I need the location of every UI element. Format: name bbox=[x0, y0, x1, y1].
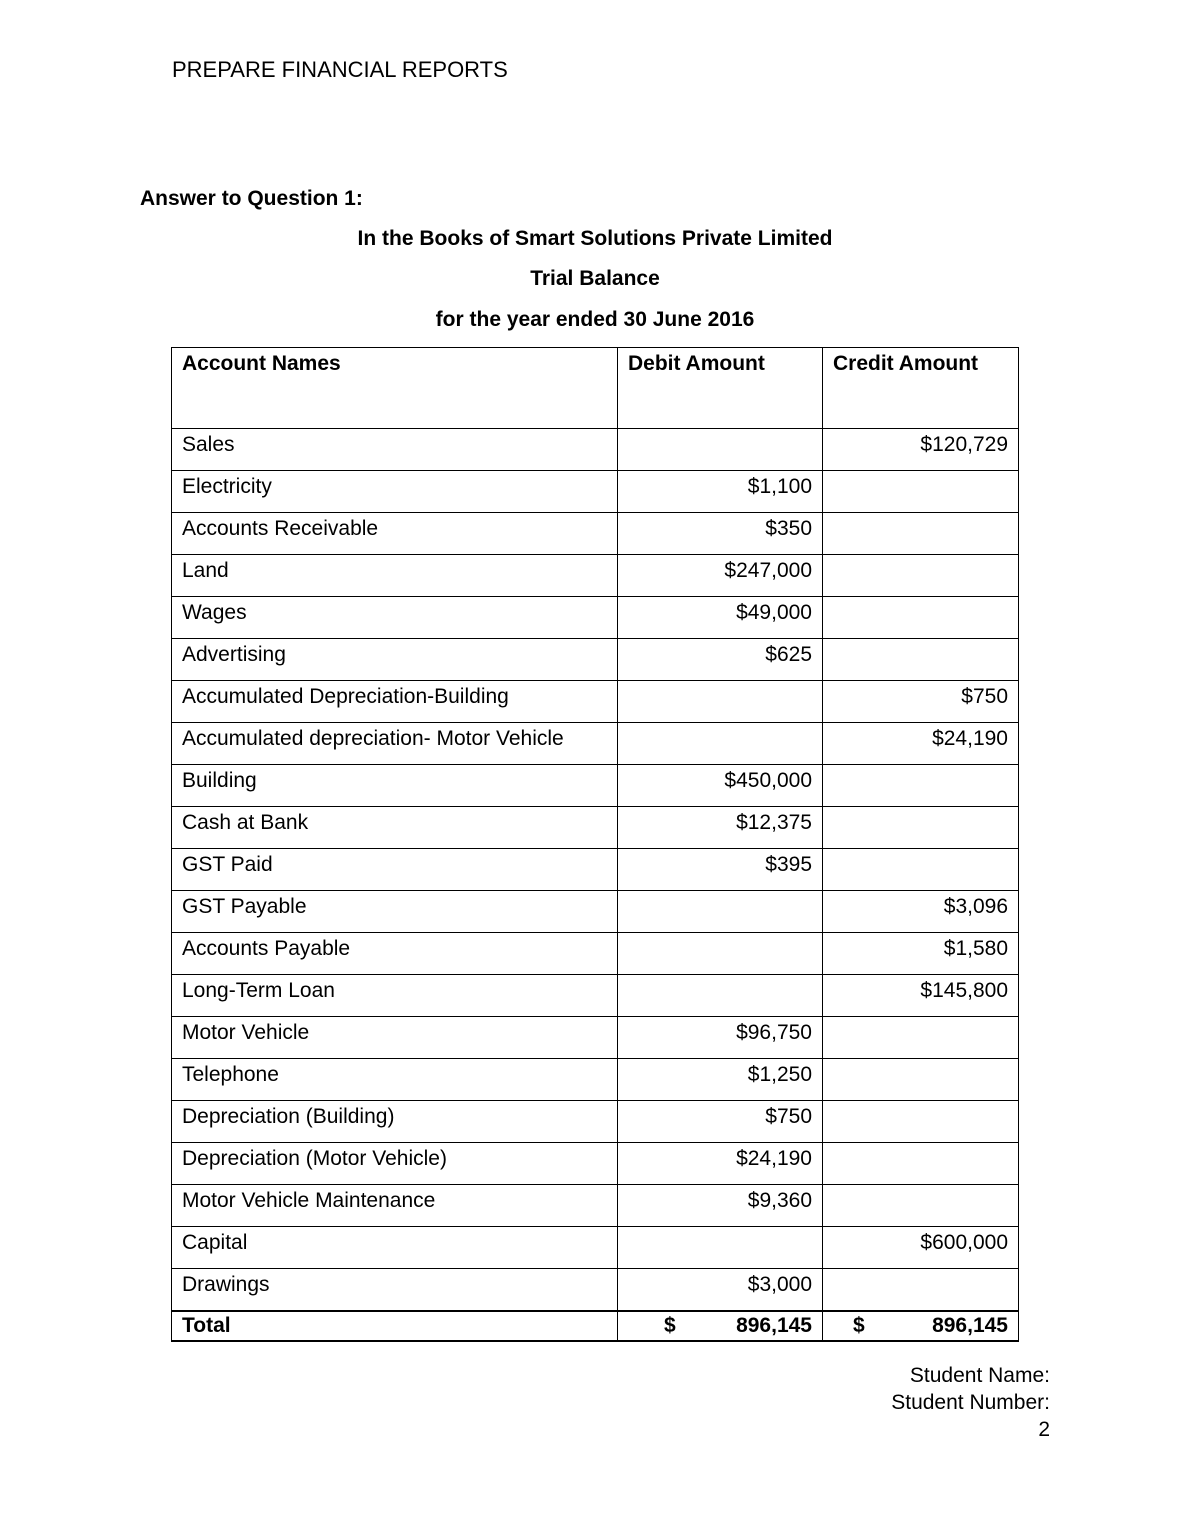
debit-cell: $625 bbox=[618, 639, 823, 681]
table-total-row bbox=[172, 1311, 1019, 1341]
table-row bbox=[172, 807, 1019, 849]
debit-cell: $1,100 bbox=[618, 471, 823, 513]
column-header-debit: Debit Amount bbox=[618, 348, 823, 429]
credit-cell bbox=[823, 1017, 1019, 1059]
table-header-row bbox=[172, 348, 1019, 429]
credit-cell bbox=[823, 597, 1019, 639]
total-debit-value: 896,145 bbox=[736, 1314, 812, 1337]
table-row bbox=[172, 639, 1019, 681]
company-line: In the Books of Smart Solutions Private Limited bbox=[357, 227, 833, 250]
table-row bbox=[172, 765, 1019, 807]
table-row bbox=[172, 723, 1019, 765]
credit-cell: $24,190 bbox=[823, 723, 1019, 765]
student-number-label: Student Number: bbox=[891, 1391, 1050, 1414]
debit-cell: $9,360 bbox=[618, 1185, 823, 1227]
total-credit bbox=[823, 1311, 1019, 1341]
table-row bbox=[172, 1059, 1019, 1101]
column-header-credit: Credit Amount bbox=[823, 348, 1019, 429]
account-name-cell: Accounts Payable bbox=[172, 933, 618, 975]
report-title: Trial Balance bbox=[530, 267, 660, 290]
table-row bbox=[172, 597, 1019, 639]
table-row bbox=[172, 681, 1019, 723]
page-footer bbox=[891, 1362, 1050, 1443]
column-header-account-names: Account Names bbox=[172, 348, 618, 429]
debit-cell: $3,000 bbox=[618, 1269, 823, 1312]
account-name-cell: Drawings bbox=[172, 1269, 618, 1312]
debit-cell bbox=[618, 681, 823, 723]
credit-cell: $145,800 bbox=[823, 975, 1019, 1017]
credit-cell bbox=[823, 1185, 1019, 1227]
debit-cell: $12,375 bbox=[618, 807, 823, 849]
debit-cell bbox=[618, 933, 823, 975]
total-credit-currency: $ bbox=[853, 1314, 865, 1337]
debit-cell: $750 bbox=[618, 1101, 823, 1143]
debit-cell: $350 bbox=[618, 513, 823, 555]
total-debit bbox=[618, 1311, 823, 1341]
total-credit-value: 896,145 bbox=[932, 1314, 1008, 1337]
credit-cell bbox=[823, 765, 1019, 807]
trial-balance-table bbox=[171, 347, 1019, 1342]
credit-cell: $600,000 bbox=[823, 1227, 1019, 1269]
debit-cell bbox=[618, 429, 823, 471]
account-name-cell: Advertising bbox=[172, 639, 618, 681]
table-row bbox=[172, 1101, 1019, 1143]
account-name-cell: Land bbox=[172, 555, 618, 597]
credit-cell: $3,096 bbox=[823, 891, 1019, 933]
debit-cell bbox=[618, 891, 823, 933]
table-row bbox=[172, 933, 1019, 975]
credit-cell bbox=[823, 1059, 1019, 1101]
credit-cell: $1,580 bbox=[823, 933, 1019, 975]
account-name-cell: Capital bbox=[172, 1227, 618, 1269]
account-name-cell: Accounts Receivable bbox=[172, 513, 618, 555]
table-row bbox=[172, 1269, 1019, 1312]
table-row bbox=[172, 1017, 1019, 1059]
account-name-cell: Long-Term Loan bbox=[172, 975, 618, 1017]
credit-cell: $750 bbox=[823, 681, 1019, 723]
table-body bbox=[172, 429, 1019, 1312]
account-name-cell: Accumulated Depreciation-Building bbox=[172, 681, 618, 723]
account-name-cell: Building bbox=[172, 765, 618, 807]
student-name-label: Student Name: bbox=[909, 1364, 1050, 1387]
page-number: 2 bbox=[1038, 1418, 1050, 1441]
debit-cell: $450,000 bbox=[618, 765, 823, 807]
table-row bbox=[172, 555, 1019, 597]
credit-cell bbox=[823, 513, 1019, 555]
table-row bbox=[172, 849, 1019, 891]
credit-cell bbox=[823, 1143, 1019, 1185]
credit-cell bbox=[823, 807, 1019, 849]
account-name-cell: Electricity bbox=[172, 471, 618, 513]
total-debit-currency: $ bbox=[664, 1314, 676, 1337]
credit-cell bbox=[823, 1269, 1019, 1312]
debit-cell bbox=[618, 975, 823, 1017]
period-line: for the year ended 30 June 2016 bbox=[435, 308, 755, 331]
answer-heading: Answer to Question 1: bbox=[140, 187, 363, 210]
debit-cell: $24,190 bbox=[618, 1143, 823, 1185]
account-name-cell: Wages bbox=[172, 597, 618, 639]
total-label: Total bbox=[172, 1311, 618, 1341]
table-row bbox=[172, 1227, 1019, 1269]
credit-cell: $120,729 bbox=[823, 429, 1019, 471]
debit-cell bbox=[618, 723, 823, 765]
debit-cell: $96,750 bbox=[618, 1017, 823, 1059]
table-row bbox=[172, 513, 1019, 555]
table-row bbox=[172, 1143, 1019, 1185]
document-header-title: PREPARE FINANCIAL REPORTS bbox=[172, 57, 508, 82]
account-name-cell: GST Payable bbox=[172, 891, 618, 933]
account-name-cell: Depreciation (Motor Vehicle) bbox=[172, 1143, 618, 1185]
table-row bbox=[172, 891, 1019, 933]
debit-cell bbox=[618, 1227, 823, 1269]
debit-cell: $247,000 bbox=[618, 555, 823, 597]
account-name-cell: Motor Vehicle Maintenance bbox=[172, 1185, 618, 1227]
account-name-cell: Cash at Bank bbox=[172, 807, 618, 849]
account-name-cell: Accumulated depreciation- Motor Vehicle bbox=[172, 723, 618, 765]
table-row bbox=[172, 429, 1019, 471]
account-name-cell: GST Paid bbox=[172, 849, 618, 891]
credit-cell bbox=[823, 555, 1019, 597]
debit-cell: $1,250 bbox=[618, 1059, 823, 1101]
table-row bbox=[172, 1185, 1019, 1227]
table-row bbox=[172, 471, 1019, 513]
account-name-cell: Depreciation (Building) bbox=[172, 1101, 618, 1143]
account-name-cell: Sales bbox=[172, 429, 618, 471]
table-row bbox=[172, 975, 1019, 1017]
account-name-cell: Telephone bbox=[172, 1059, 618, 1101]
credit-cell bbox=[823, 639, 1019, 681]
account-name-cell: Motor Vehicle bbox=[172, 1017, 618, 1059]
debit-cell: $49,000 bbox=[618, 597, 823, 639]
credit-cell bbox=[823, 471, 1019, 513]
credit-cell bbox=[823, 849, 1019, 891]
credit-cell bbox=[823, 1101, 1019, 1143]
debit-cell: $395 bbox=[618, 849, 823, 891]
